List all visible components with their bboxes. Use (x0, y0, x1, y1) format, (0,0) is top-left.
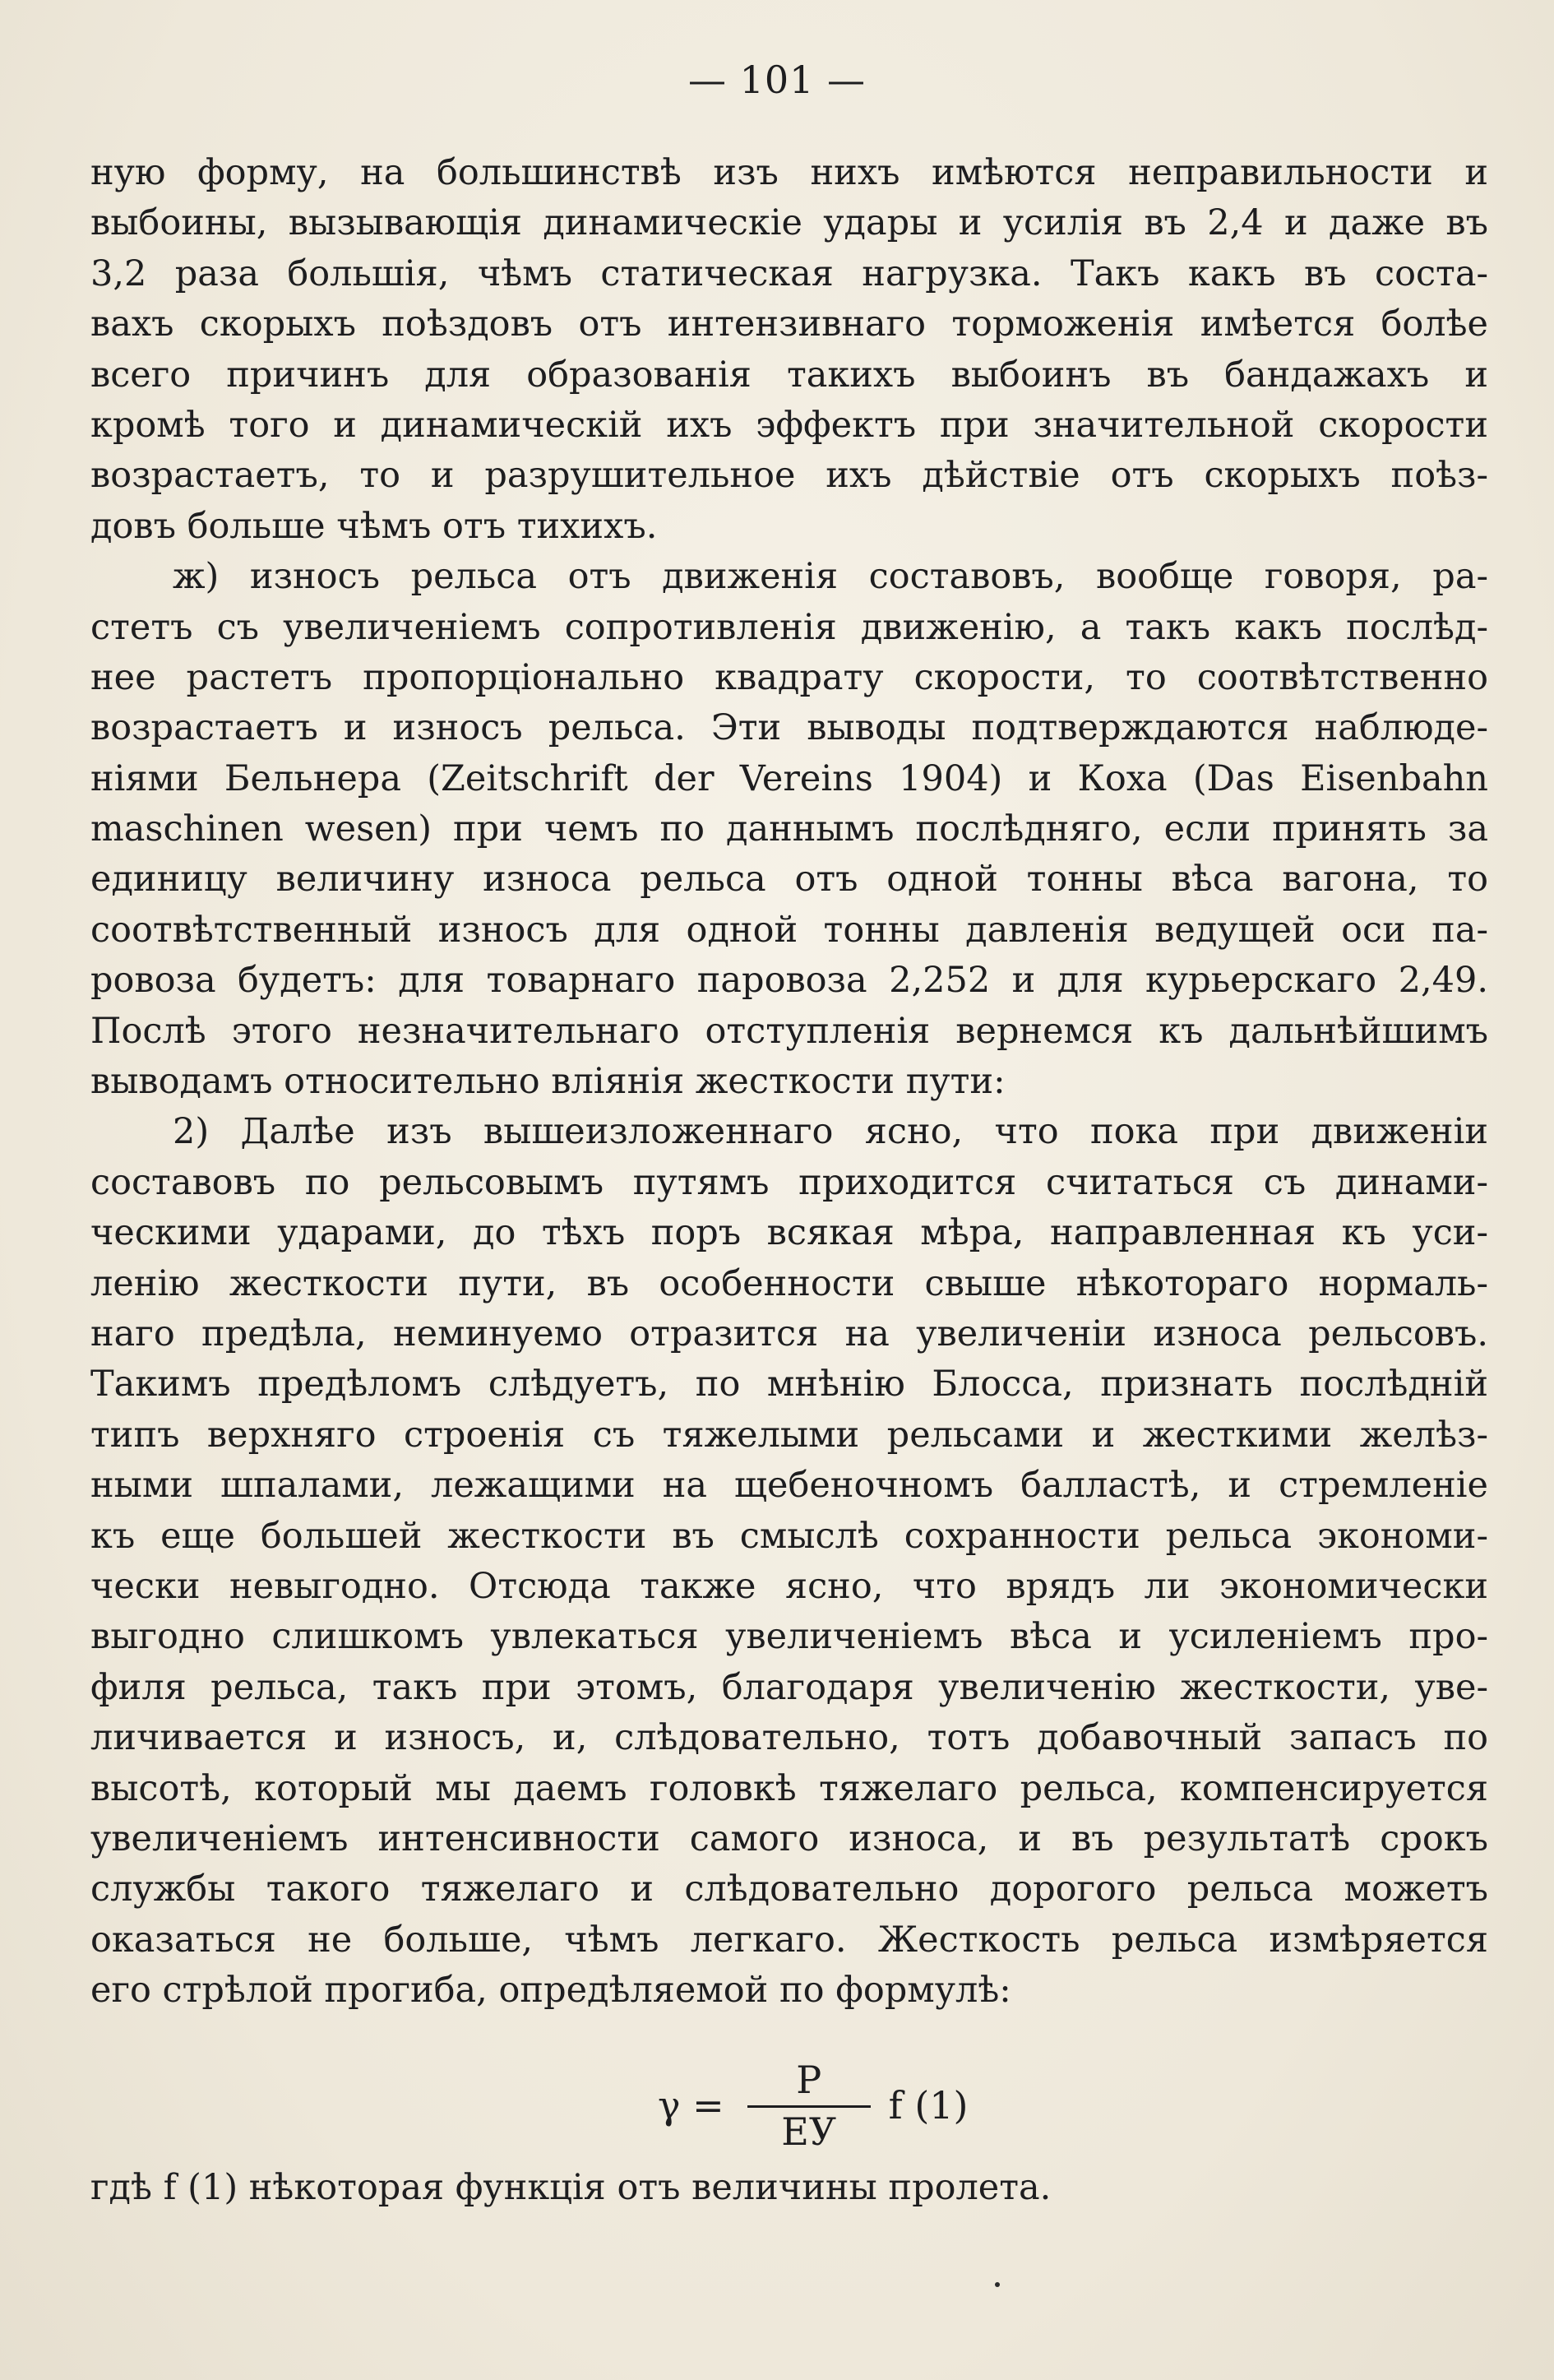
text-line: къ еще большей жесткости въ смыслѣ сохранности рельса экономи- (90, 1515, 1488, 1557)
text-line: нее растетъ пропорціонально квадрату скорости, то соотвѣтственно (90, 656, 1488, 698)
formula-denominator: EУ (781, 2109, 837, 2154)
ink-dot (995, 2282, 1000, 2287)
text-line: стетъ съ увеличеніемъ сопротивленія движенію, а такъ какъ послѣд- (90, 606, 1488, 648)
text-line: выводамъ относительно вліянія жесткости пути: (90, 1061, 1006, 1103)
text-line: типъ верхняго строенія съ тяжелыми рельсами и жесткими желѣз- (90, 1414, 1488, 1456)
text-line: оказаться не больше, чѣмъ легкаго. Жесткость рельса измѣряется (90, 1919, 1488, 1961)
formula-lhs: γ = (658, 2083, 724, 2128)
body-text (90, 148, 1488, 2016)
text-line: наго предѣла, неминуемо отразится на увеличеніи износа рельсовъ. (90, 1313, 1488, 1354)
text-line: Такимъ предѣломъ слѣдуетъ, по мнѣнію Блосса, признать послѣдній (90, 1364, 1488, 1405)
text-line: 3,2 раза большія, чѣмъ статическая нагрузка. Такъ какъ въ соста- (90, 252, 1488, 294)
formula-fraction (747, 2058, 871, 2154)
text-line: соотвѣтственный износъ для одной тонны давленія ведущей оси па- (90, 909, 1488, 951)
text-line: ровоза будетъ: для товарнаго паровоза 2,252 и для курьерскаго 2,49. (90, 960, 1488, 1002)
text-line: службы такого тяжелаго и слѣдовательно дорогого рельса можетъ (90, 1868, 1488, 1910)
text-line: Послѣ этого незначительнаго отступленія вернемся къ дальнѣйшимъ (90, 1010, 1488, 1052)
text-line: единицу величину износа рельса отъ одной тонны вѣса вагона, то (90, 859, 1488, 901)
page-number: — 101 — (687, 58, 867, 102)
text-line: maschinen wesen) при чемъ по даннымъ послѣдняго, если принять за (90, 808, 1488, 850)
text-line: высотѣ, который мы даемъ головкѣ тяжелаго рельса, компенсируется (90, 1767, 1488, 1809)
text-line: кромѣ того и динамическій ихъ эффектъ при значительной скорости (90, 404, 1488, 446)
text-line: возрастаетъ, то и разрушительное ихъ дѣйствіе отъ скорыхъ поѣз- (90, 455, 1488, 497)
text-line: выгодно слишкомъ увлекаться увеличеніемъ вѣса и усиленіемъ про- (90, 1616, 1488, 1658)
formula-explanation: гдѣ f (1) нѣкоторая функція отъ величины пролета. (90, 2167, 1052, 2208)
text-line: ніями Бельнера (Zeitschrift der Vereins 1904) и Коха (Das Eisenbahn (90, 757, 1488, 799)
text-line: ческими ударами, до тѣхъ поръ всякая мѣра, направленная къ уси- (90, 1212, 1488, 1254)
text-line: его стрѣлой прогиба, опредѣляемой по формулѣ: (90, 1970, 1011, 2012)
text-line: вахъ скорыхъ поѣздовъ отъ интензивнаго торможенія имѣется болѣе (90, 303, 1488, 345)
text-line: ленію жесткости пути, въ особенности свыше нѣкотораго нормаль- (90, 1262, 1488, 1304)
deflection-formula (658, 2048, 968, 2163)
text-line: увеличеніемъ интенсивности самого износа, и въ результатѣ срокъ (90, 1817, 1488, 1859)
text-line: филя рельса, такъ при этомъ, благодаря увеличенію жесткости, уве- (90, 1666, 1488, 1708)
text-line: ную форму, на большинствѣ изъ нихъ имѣются неправильности и (90, 152, 1488, 193)
text-line: выбоины, вызывающія динамическіе удары и усилія въ 2,4 и даже въ (90, 202, 1488, 244)
text-line: ными шпалами, лежащими на щебеночномъ балластѣ, и стремленіе (90, 1465, 1488, 1507)
paragraph-start-line: ж) износъ рельса отъ движенія составовъ, вообще говоря, ра- (173, 556, 1488, 598)
text-line: составовъ по рельсовымъ путямъ приходится считаться съ динами- (90, 1161, 1488, 1203)
text-line: довъ больше чѣмъ отъ тихихъ. (90, 505, 658, 547)
paragraph-start-line: 2) Далѣе изъ вышеизложеннаго ясно, что пока при движеніи (173, 1111, 1488, 1153)
formula-numerator: P (796, 2057, 822, 2102)
text-line: всего причинъ для образованія такихъ выбоинъ въ бандажахъ и (90, 354, 1488, 396)
text-line: личивается и износъ, и, слѣдовательно, тотъ добавочный запасъ по (90, 1717, 1488, 1759)
formula-rhs: f (1) (888, 2083, 969, 2128)
text-line: возрастаетъ и износъ рельса. Эти выводы подтверждаются наблюде- (90, 707, 1488, 749)
text-line: чески невыгодно. Отсюда также ясно, что врядъ ли экономически (90, 1565, 1488, 1607)
